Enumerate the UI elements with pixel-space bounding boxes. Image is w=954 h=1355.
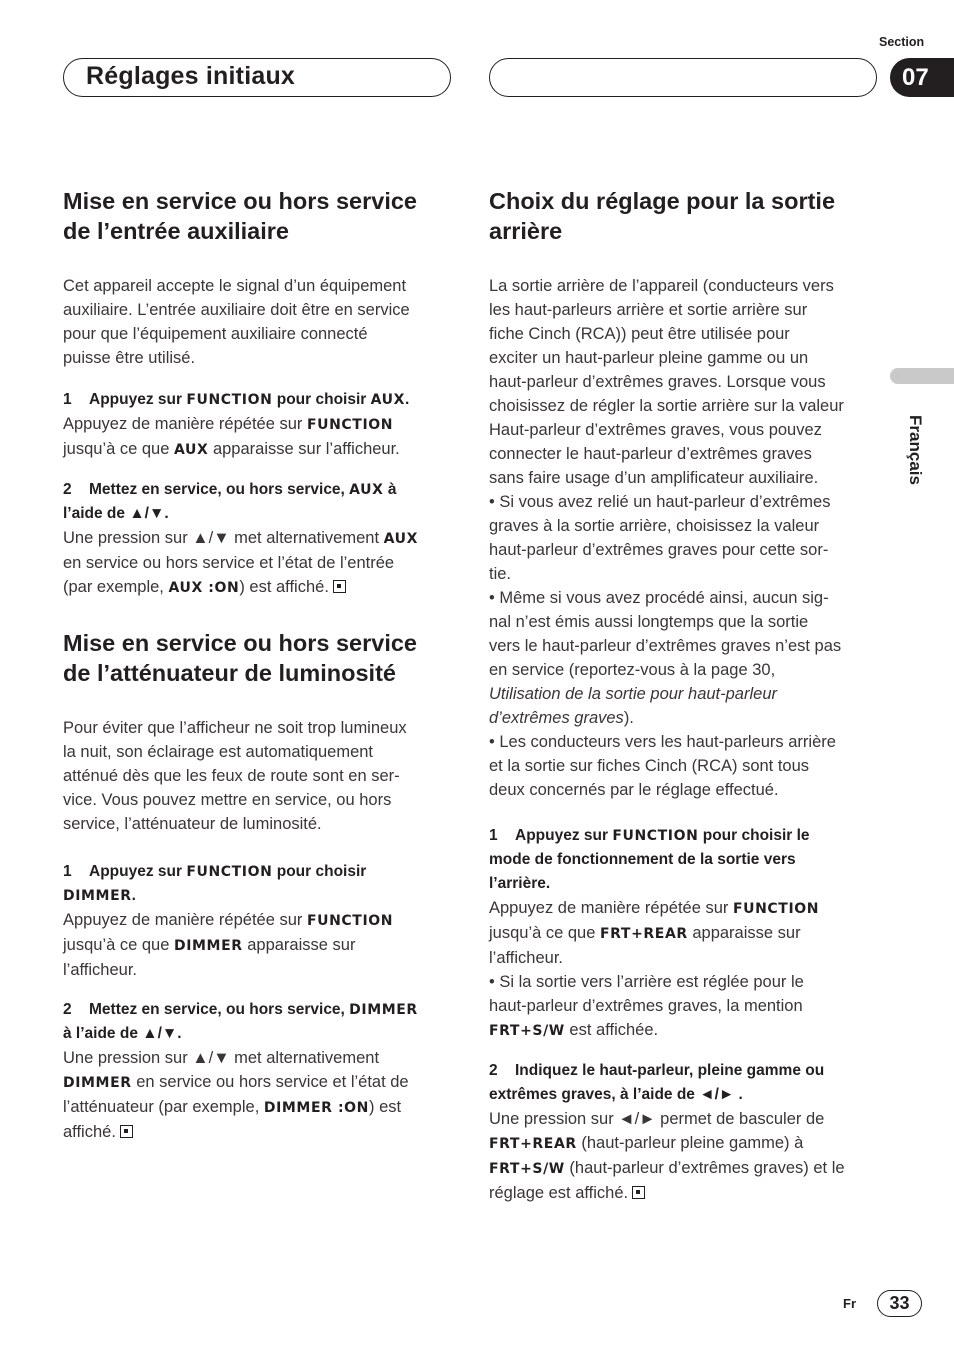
keyword-dimmer: DIMMER [174,938,243,954]
page-title: Réglages initiaux [86,62,296,90]
text-line: l’afficheur. [489,949,563,967]
step-title [63,478,453,502]
end-of-section-icon [632,1186,645,1199]
text-line: auxiliaire. L’entrée auxiliaire doit être en service [63,301,410,319]
text-line: en service (reportez-vous à la page 30, [489,661,776,679]
step-title-line: à l’aide de ▲/▼. [63,1025,182,1042]
text-line: haut-parleur d’extrêmes graves pour cette sor- [489,541,829,559]
end-of-section-icon [120,1125,133,1138]
text-line: choisissez de régler la sortie arrière sur la valeur [489,397,844,415]
text-line: • Les conducteurs vers les haut-parleurs arrière [489,733,836,751]
text-line: haut-parleur d’extrêmes graves, la mention [489,997,803,1015]
text-line: les haut-parleurs arrière et sortie arrière sur [489,301,808,319]
text-line [63,1095,453,1120]
section-number-badge: 07 [890,58,954,97]
dimmer-intro [63,716,453,836]
text: (par exemple, [63,578,169,596]
text: est affichée. [564,1021,659,1039]
cross-reference: d’extrêmes graves [489,709,624,727]
text-line [489,1131,879,1156]
step-text: pour choisir [272,863,367,880]
text: apparaisse sur [687,924,801,942]
text-line: vice. Vous pouvez mettre en service, ou hors [63,791,392,809]
text-line: sans faire usage d’un amplificateur auxiliaire. [489,469,819,487]
text-line: Haut-parleur d’extrêmes graves, vous pouvez [489,421,822,439]
heading-line: Mise en service ou hors service [63,188,417,214]
keyword-function: FUNCTION [732,901,820,917]
text: Une pression sur ▲/▼ met alternativement [63,529,384,547]
text: (haut-parleur pleine gamme) à [576,1134,804,1152]
text-line: • Si la sortie vers l’arrière est réglée pour le [489,973,804,991]
heading-rear-output [489,186,879,246]
text-line [63,1070,453,1095]
text-line [489,1156,879,1181]
text-line [63,412,453,437]
step-text: pour choisir le [698,827,810,844]
header-title-frame [63,58,451,97]
heading-line: de l’atténuateur de luminosité [63,660,396,686]
text: jusqu’à ce que [63,936,174,954]
step-title [489,1059,879,1083]
text-line: fiche Cinch (RCA)) peut être utilisée pour [489,325,790,343]
text-line: Cet appareil accepte le signal d’un équipement [63,277,407,295]
text: Appuyez de manière répétée sur [489,899,733,917]
heading-line: de l’entrée auxiliaire [63,218,289,244]
text-line: Une pression sur ◄/► permet de basculer de [489,1110,825,1128]
text-line: nal n’est émis aussi longtemps que la sortie [489,613,809,631]
text-line: graves à la sortie arrière, choisissez la valeur [489,517,820,535]
text-line: la nuit, son éclairage est automatiquement [63,743,374,761]
text-line [489,706,879,730]
cross-reference: Utilisation de la sortie pour haut-parleur [489,685,777,703]
text-line: et la sortie sur fiches Cinch (RCA) sont tous [489,757,810,775]
aux-step-2 [63,478,453,600]
heading-dimmer [63,628,453,688]
step-number: 1 [63,391,72,408]
text-line [63,437,453,462]
text: l’atténuateur (par exemple, [63,1098,264,1116]
text-line [489,896,879,921]
dimmer-step-2 [63,998,453,1144]
text-line: vers le haut-parleur d’extrêmes graves n’est pas [489,637,842,655]
footer-language: Fr [843,1296,856,1311]
end-of-section-icon [333,580,346,593]
text: apparaisse sur [242,936,356,954]
aux-intro [63,274,453,370]
text-line: Une pression sur ▲/▼ met alternativement [63,1049,380,1067]
keyword-function: FUNCTION [306,417,394,433]
text-line: exciter un haut-parleur pleine gamme ou un [489,349,809,367]
text-line: pour que l’équipement auxiliaire connecté [63,325,368,343]
keyword-frt-rear: FRT+REAR [489,1136,577,1152]
step-number: 2 [63,481,72,498]
step-title [63,388,453,412]
step-title-line: extrêmes graves, à l’aide de ◄/► . [489,1086,743,1103]
page-number: 33 [877,1290,922,1317]
keyword-function: FUNCTION [612,828,699,844]
text-line: connecter le haut-parleur d’extrêmes graves [489,445,812,463]
text-line: Pour éviter que l’afficheur ne soit trop lumineux [63,719,407,737]
text-line: haut-parleur d’extrêmes graves. Lorsque vous [489,373,826,391]
header-blank-frame [489,58,877,97]
text-line: deux concernés par le réglage effectué. [489,781,779,799]
heading-line: Mise en service ou hors service [63,630,417,656]
text-line [63,526,453,551]
rear-step-2 [489,1059,879,1205]
keyword-function: FUNCTION [186,392,273,408]
step-number: 1 [489,827,498,844]
step-text: Indiquez le haut-parleur, pleine gamme ou [515,1062,825,1079]
text: jusqu’à ce que [63,440,174,458]
keyword-function: FUNCTION [306,913,394,929]
step-text: Appuyez sur [515,827,613,844]
text: (haut-parleur d’extrêmes graves) et le [564,1159,845,1177]
step-text: . [405,391,410,408]
text: réglage est affiché. [489,1184,629,1202]
text-line: La sortie arrière de l’appareil (conducteurs vers [489,277,834,295]
text-line [63,575,453,600]
keyword-frt-sw: FRT+S/W [489,1161,565,1177]
heading-line: Choix du réglage pour la sortie [489,188,836,214]
heading-auxiliary-input [63,186,453,246]
step-number: 2 [63,1001,72,1018]
step-text: Appuyez sur [89,863,187,880]
keyword-frt-rear: FRT+REAR [600,926,688,942]
keyword-dimmer: DIMMER [349,1002,418,1018]
right-column [489,186,879,1205]
text-line [63,933,453,958]
heading-line: arrière [489,218,563,244]
rear-intro [489,274,879,802]
text-line [489,921,879,946]
text: Appuyez de manière répétée sur [63,415,307,433]
step-title-line [63,884,453,908]
step-title-line: l’arrière. [489,875,551,892]
text: ) est affiché. [239,578,329,596]
text-line [489,1018,879,1043]
keyword-aux: AUX [383,531,418,547]
section-label: Section [879,35,925,49]
keyword-function: FUNCTION [186,864,273,880]
text: en service ou hors service et l’état de [131,1073,409,1091]
language-tab-label: Français [906,415,925,485]
text-line [63,1120,453,1144]
keyword-aux: AUX [174,442,209,458]
step-title [63,860,453,884]
step-text: Mettez en service, ou hors service, [89,1001,350,1018]
text-line: en service ou hors service et l’état de l’entrée [63,554,395,572]
step-text: Appuyez sur [89,391,187,408]
keyword-dimmer-on: DIMMER :ON [263,1100,370,1116]
keyword-aux: AUX [370,392,405,408]
aux-step-1 [63,388,453,462]
language-tab-bar [890,368,954,384]
keyword-aux: AUX [349,482,384,498]
text: ) est [369,1098,402,1116]
step-number: 2 [489,1062,498,1079]
step-title-line: mode de fonctionnement de la sortie vers [489,851,796,868]
text-line: l’afficheur. [63,961,137,979]
step-text: Mettez en service, ou hors service, [89,481,350,498]
step-text: pour choisir [272,391,371,408]
keyword-aux-on: AUX :ON [168,580,240,596]
text: jusqu’à ce que [489,924,600,942]
keyword-dimmer: DIMMER [63,1075,132,1091]
text-line: • Si vous avez relié un haut-parleur d’extrêmes [489,493,831,511]
text: ). [623,709,634,727]
left-column [63,186,453,1144]
step-text: . [131,887,136,904]
text-line: puisse être utilisé. [63,349,196,367]
step-text: à [383,481,397,498]
text: apparaisse sur l’afficheur. [208,440,400,458]
dimmer-step-1 [63,860,453,982]
rear-step-1 [489,824,879,1043]
text-line [489,1181,879,1205]
step-title [63,998,453,1022]
text-line [63,908,453,933]
text-line [489,682,879,706]
text-line: tie. [489,565,512,583]
step-number: 1 [63,863,72,880]
text-line: • Même si vous avez procédé ainsi, aucun sig- [489,589,829,607]
text: affiché. [63,1123,116,1141]
text-line: atténué dès que les feux de route sont en ser- [63,767,400,785]
text-line: service, l’atténuateur de luminosité. [63,815,322,833]
step-title [489,824,879,848]
keyword-frt-sw: FRT+S/W [489,1023,565,1039]
text: Appuyez de manière répétée sur [63,911,307,929]
step-title-line: l’aide de ▲/▼. [63,505,169,522]
keyword-dimmer: DIMMER [63,888,132,904]
